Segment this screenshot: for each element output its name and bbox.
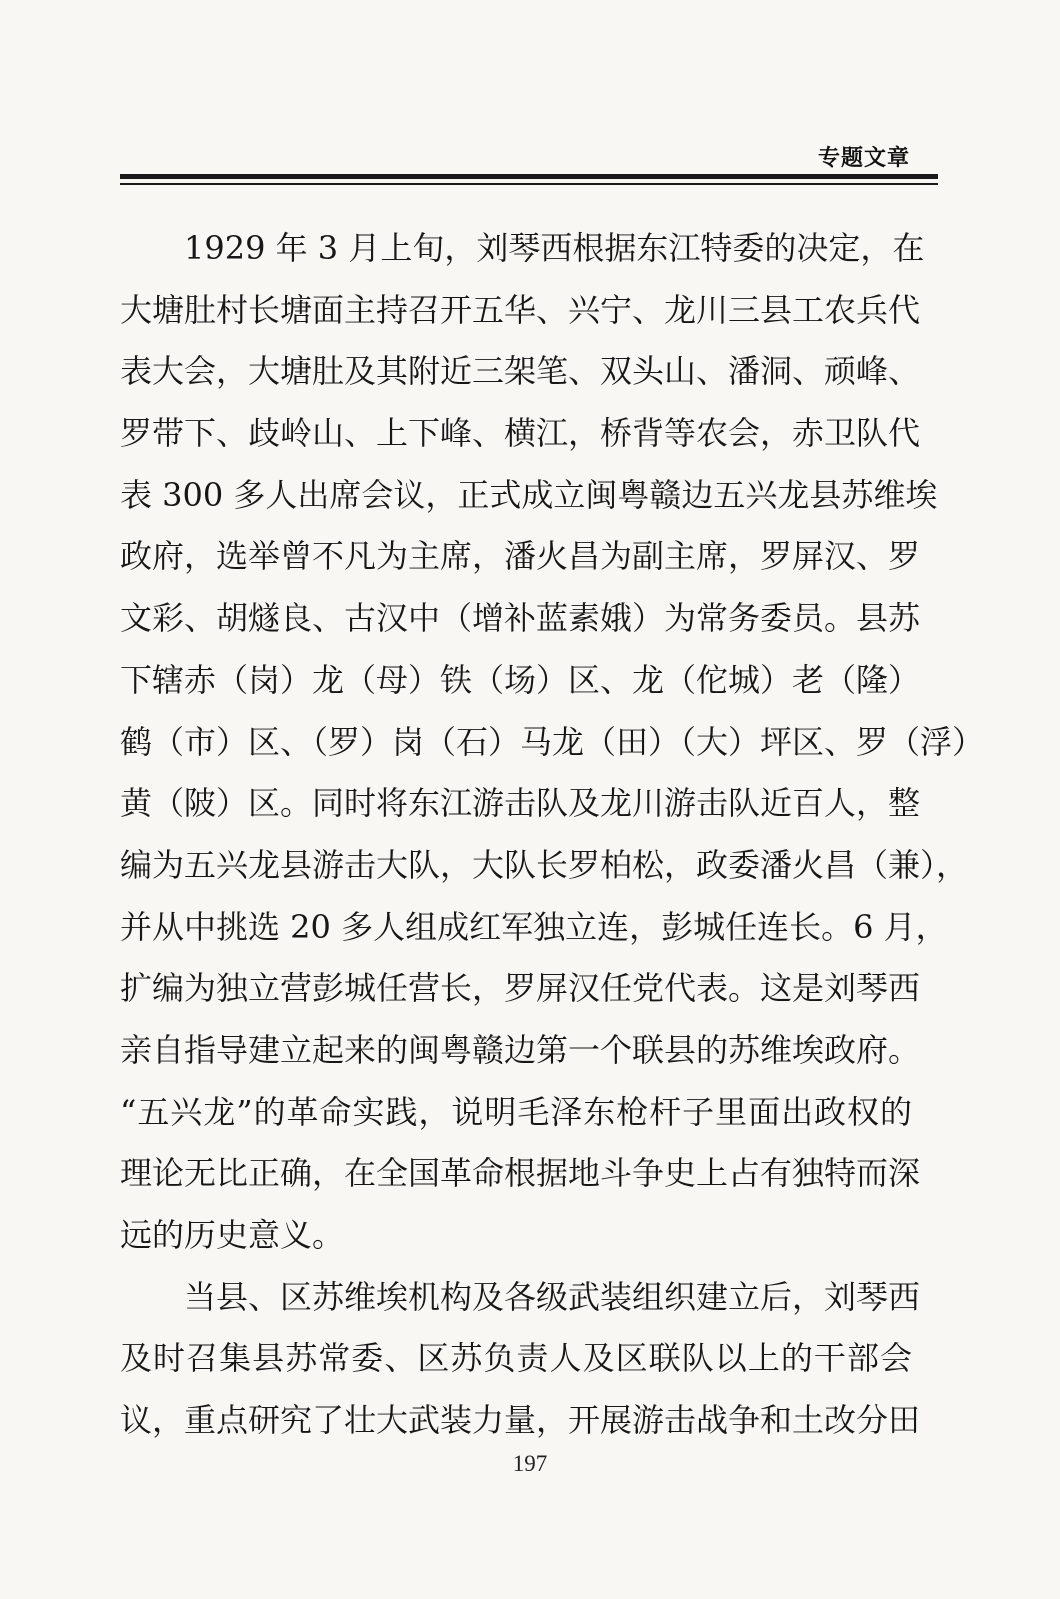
text-line: 编为五兴龙县游击大队，大队长罗柏松，政委潘火昌（兼），	[120, 845, 969, 884]
text-line: 议，重点研究了壮大武装力量，开展游击战争和土改分田	[120, 1401, 921, 1440]
running-header-title: 专题文章	[818, 146, 911, 171]
text-line: 并从中挑选 20 多人组成红军独立连，彭城任连长。6 月，	[120, 907, 948, 946]
page-number: 197	[512, 1451, 548, 1476]
text-line: 鹤（市）区、（罗）岗（石）马龙（田）（大）坪区、罗（浮）	[120, 722, 985, 761]
body-text	[120, 218, 985, 1452]
text-line: 理论无比正确，在全国革命根据地斗争史上占有独特而深	[120, 1154, 921, 1193]
text-line: 亲自指导建立起来的闽粤赣边第一个联县的苏维埃政府。	[120, 1030, 921, 1069]
text-line: 表 300 多人出席会议，正式成立闽粤赣边五兴龙县苏维埃	[120, 475, 938, 514]
header-rule-thin	[120, 183, 938, 185]
header-rule-thick	[120, 174, 938, 179]
text-line: 黄（陂）区。同时将东江游击队及龙川游击队近百人，整	[120, 784, 921, 823]
text-line: 远的历史意义。	[120, 1216, 345, 1254]
text-line: 当县、区苏维埃机构及各级武装组织建立后，刘琴西	[184, 1277, 921, 1316]
text-line: 表大会，大塘肚及其附近三架笔、双头山、潘洞、顽峰、	[120, 352, 921, 391]
text-line: 大塘肚村长塘面主持召开五华、兴宁、龙川三县工农兵代	[120, 290, 921, 329]
text-line: 及时召集县苏常委、区苏负责人及区联队以上的干部会	[120, 1339, 912, 1378]
text-line: 政府，选举曾不凡为主席，潘火昌为副主席，罗屏汉、罗	[120, 537, 921, 576]
paragraph	[120, 1267, 921, 1452]
text-line: 下辖赤（岗）龙（母）铁（场）区、龙（佗城）老（隆）	[120, 660, 921, 699]
text-line: “五兴龙”的革命实践，说明毛泽东枪杆子里面出政权的	[120, 1092, 912, 1131]
paragraph	[120, 218, 985, 1267]
text-line: 1929 年 3 月上旬，刘琴西根据东江特委的决定，在	[184, 229, 925, 267]
text-line: 扩编为独立营彭城任营长，罗屏汉任党代表。这是刘琴西	[120, 969, 921, 1008]
text-line: 罗带下、歧岭山、上下峰、横江，桥背等农会，赤卫队代	[120, 414, 921, 453]
text-line: 文彩、胡燧良、古汉中（增补蓝素娥）为常务委员。县苏	[120, 599, 921, 638]
